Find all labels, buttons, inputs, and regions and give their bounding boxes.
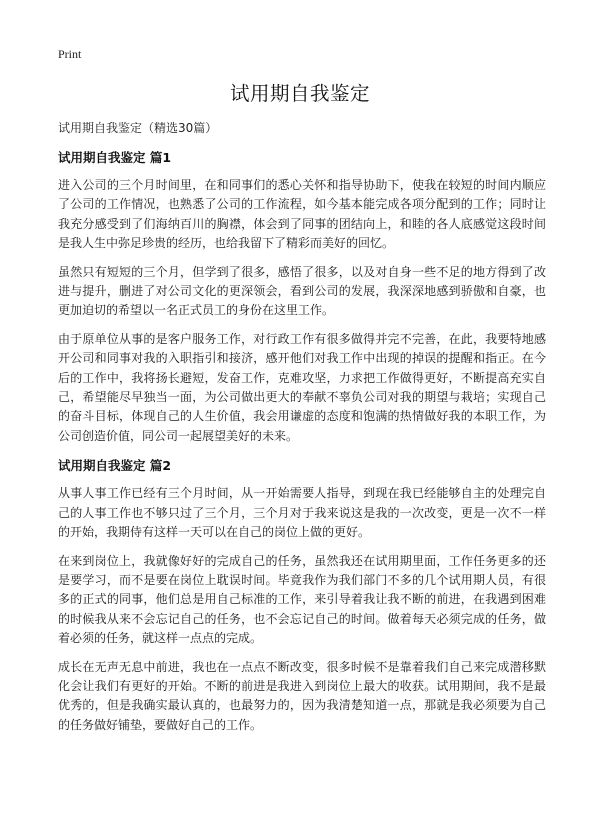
paragraph: 成长在无声无息中前进，我也在一点点不断改变，很多时候不是靠着我们自己来完成潜移默化会让我们有更好的开始。不断的前进是我进入到岗位上最大的收获。试用期间，我不是最优秀的，但是我确实最认真的，也最努力的，因为我清楚知道一点，那就是我必须要为自己的任务做好铺垫，要做好自己的工作。 <box>58 659 546 732</box>
section-heading: 试用期自我鉴定 篇2 <box>58 458 172 474</box>
section-heading: 试用期自我鉴定 篇1 <box>58 150 172 165</box>
paragraph: 从事人事工作已经有三个月时间，从一开始需要人指导，到现在我已经能够自主的处理完自己的人事工作也不够只过了三个月，三个月对于我来说这是我的一次改变，更是一次不一样的开始，我期侍有这样一天可以在自己的岗位上做的更好。 <box>58 486 546 540</box>
paragraph: 虽然只有短短的三个月，但学到了很多，感悟了很多，以及对自身一些不足的地方得到了改进与提升，删进了对公司文化的更深领会，看到公司的发展，我深深地感到骄傲和自豪，也更加迫切的希望以一名正式员工的身份在这里工作。 <box>58 264 546 318</box>
page-title: 试用期自我鉴定 <box>229 82 370 105</box>
document-subtitle: 试用期自我鉴定（精选30篇） <box>58 121 218 135</box>
print-link[interactable]: Print <box>58 47 82 61</box>
paragraph: 在来到岗位上，我就像好好的完成自己的任务，虽然我还在试用期里面，工作任务更多的还是要学习，而不是要在岗位上耽误时间。毕竟我作为我们部门不多的几个试用期人员，有很多的正式的同事，他们总是用自己标准的工作，来引导着我让我不断的前进，在我遇到困难的时候我从来不会忘记自己的任务，也不会忘记自己的时间。做着每天必须完成的任务，做着必须的任务，就这样一点点的完成。 <box>58 553 546 646</box>
section-1 <box>58 148 546 446</box>
document-body <box>58 148 546 744</box>
section-2 <box>58 456 546 735</box>
paragraph: 进入公司的三个月时间里，在和同事们的悉心关怀和指导协助下，使我在较短的时间内顺应了公司的工作情况，也熟悉了公司的工作流程，如今基本能完成各项分配到的工作；同时让我充分感受到了们海纳百川的胸襟，体会到了同事的团结向上，和睦的各人底感觉这段时间是我人生中弥足珍贵的经历，也给我留下了精彩而美好的回忆。 <box>58 178 546 251</box>
paragraph: 由于原单位从事的是客户服务工作，对行政工作有很多做得并完不完善，在此，我要特地感开公司和同事对我的入职指引和接济，感开他们对我工作中出现的掉误的提醒和指正。在今后的工作中，我将扬长避短，发奋工作，克难攻坚，力求把工作做得更好，不断提高充实自己，希望能尽早独当一面，为公司做出更大的奉献不辜负公司对我的期望与栽培；实现自己的奋斗目标，体现自己的人生价值，我会用谦虚的态度和饱满的热情做好我的本职工作，为公司创造价值，同公司一起展望美好的未来。 <box>58 331 546 443</box>
